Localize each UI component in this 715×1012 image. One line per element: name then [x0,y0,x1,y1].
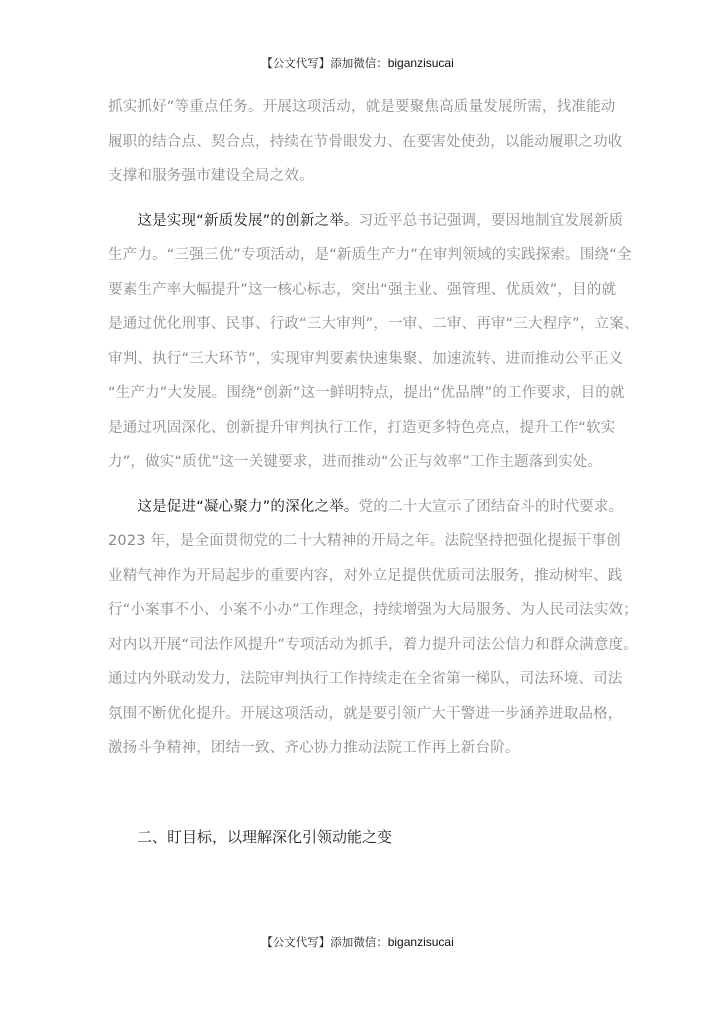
paragraph-lead: 这是实现“新质发展”的创新之举。 [137,212,359,229]
section-heading: 二、盯目标，以理解深化引领动能之变 [137,828,393,846]
paragraph-1 [108,90,623,194]
page-header [0,55,715,71]
text-span: 习近平总书记强调，要因地制宜发展新质 [358,212,624,229]
text-line: 氛围不断优化提升。开展这项活动，就是要引领广大干警进一步涵养进取品格， [108,705,623,722]
footer-label: 【公文代写】添加微信： [261,935,388,949]
text-line: 是通过优化刑事、民事、行政“三大审判”，一审、二审、再审“三大程序”，立案、 [108,316,639,332]
text-line: 激扬斗争精神，团结一致、齐心协力推动法院工作再上新台阶。 [108,740,520,756]
text-line: “生产力”大发展。围绕“创新”这一鲜明特点，提出“优品牌”的工作要求，目的就 [108,385,625,401]
footer-wechat-id: biganzisucai [387,935,454,949]
header-wechat-id: biganzisucai [387,56,454,70]
text-span: 党的二十大宣示了团结奋斗的时代要求。 [358,498,624,515]
text-line: 支撑和服务强市建设全局之效。 [108,168,314,184]
paragraph-3 [108,490,638,766]
text-line: 要素生产率大幅提升”这一核心标志，突出“强主业、强管理、优质效”，目的就 [108,281,617,298]
text-line: 对内以开展“司法作风提升”专项活动为抓手，着力提升司法公信力和群众满意度。 [108,636,638,653]
text-line: 力”，做实“质优”这一关键要求，进而推动“公正与效率”工作主题落到实处。 [108,454,603,470]
text-line: 行“小案事不小、小案不小办”工作理念，持续增强为大局服务、为人民司法实效； [108,602,638,618]
text-line: 审判、执行“三大环节”，实现审判要素快速集聚、加速流转、进而推动公平正义 [108,350,624,367]
text-line: 通过内外联动发力，法院审判执行工作持续走在全省第一梯队，司法环境、司法 [108,671,623,687]
text-line: 业精气神作为开局起步的重要内容，对外立足提供优质司法服务，推动树牢、践 [108,567,623,584]
paragraph-lead: 这是促进“凝心聚力”的深化之举。 [137,498,359,515]
text-line [108,490,624,525]
text-line: 是通过巩固深化、创新提升审判执行工作，打造更多特色亮点，提升工作“软实 [108,419,616,436]
text-line: 履职的结合点、契合点，持续在节骨眼发力、在要害处使劲，以能动履职之功收 [108,133,623,150]
text-line: 抓实抓好”等重点任务。开展这项活动，就是要聚焦高质量发展所需，找准能动 [108,99,616,115]
text-line [108,204,624,239]
header-label: 【公文代写】添加微信： [261,56,388,70]
text-line: 生产力。“三强三优”专项活动，是“新质生产力”在审判领域的实践探索。围绕“全 [108,247,632,263]
page-footer [0,934,715,950]
paragraph-2 [108,204,639,480]
text-line: 2023 年，是全面贯彻党的二十大精神的开局之年。法院坚持把强化提振干事创 [108,533,621,549]
document-body [108,90,639,776]
